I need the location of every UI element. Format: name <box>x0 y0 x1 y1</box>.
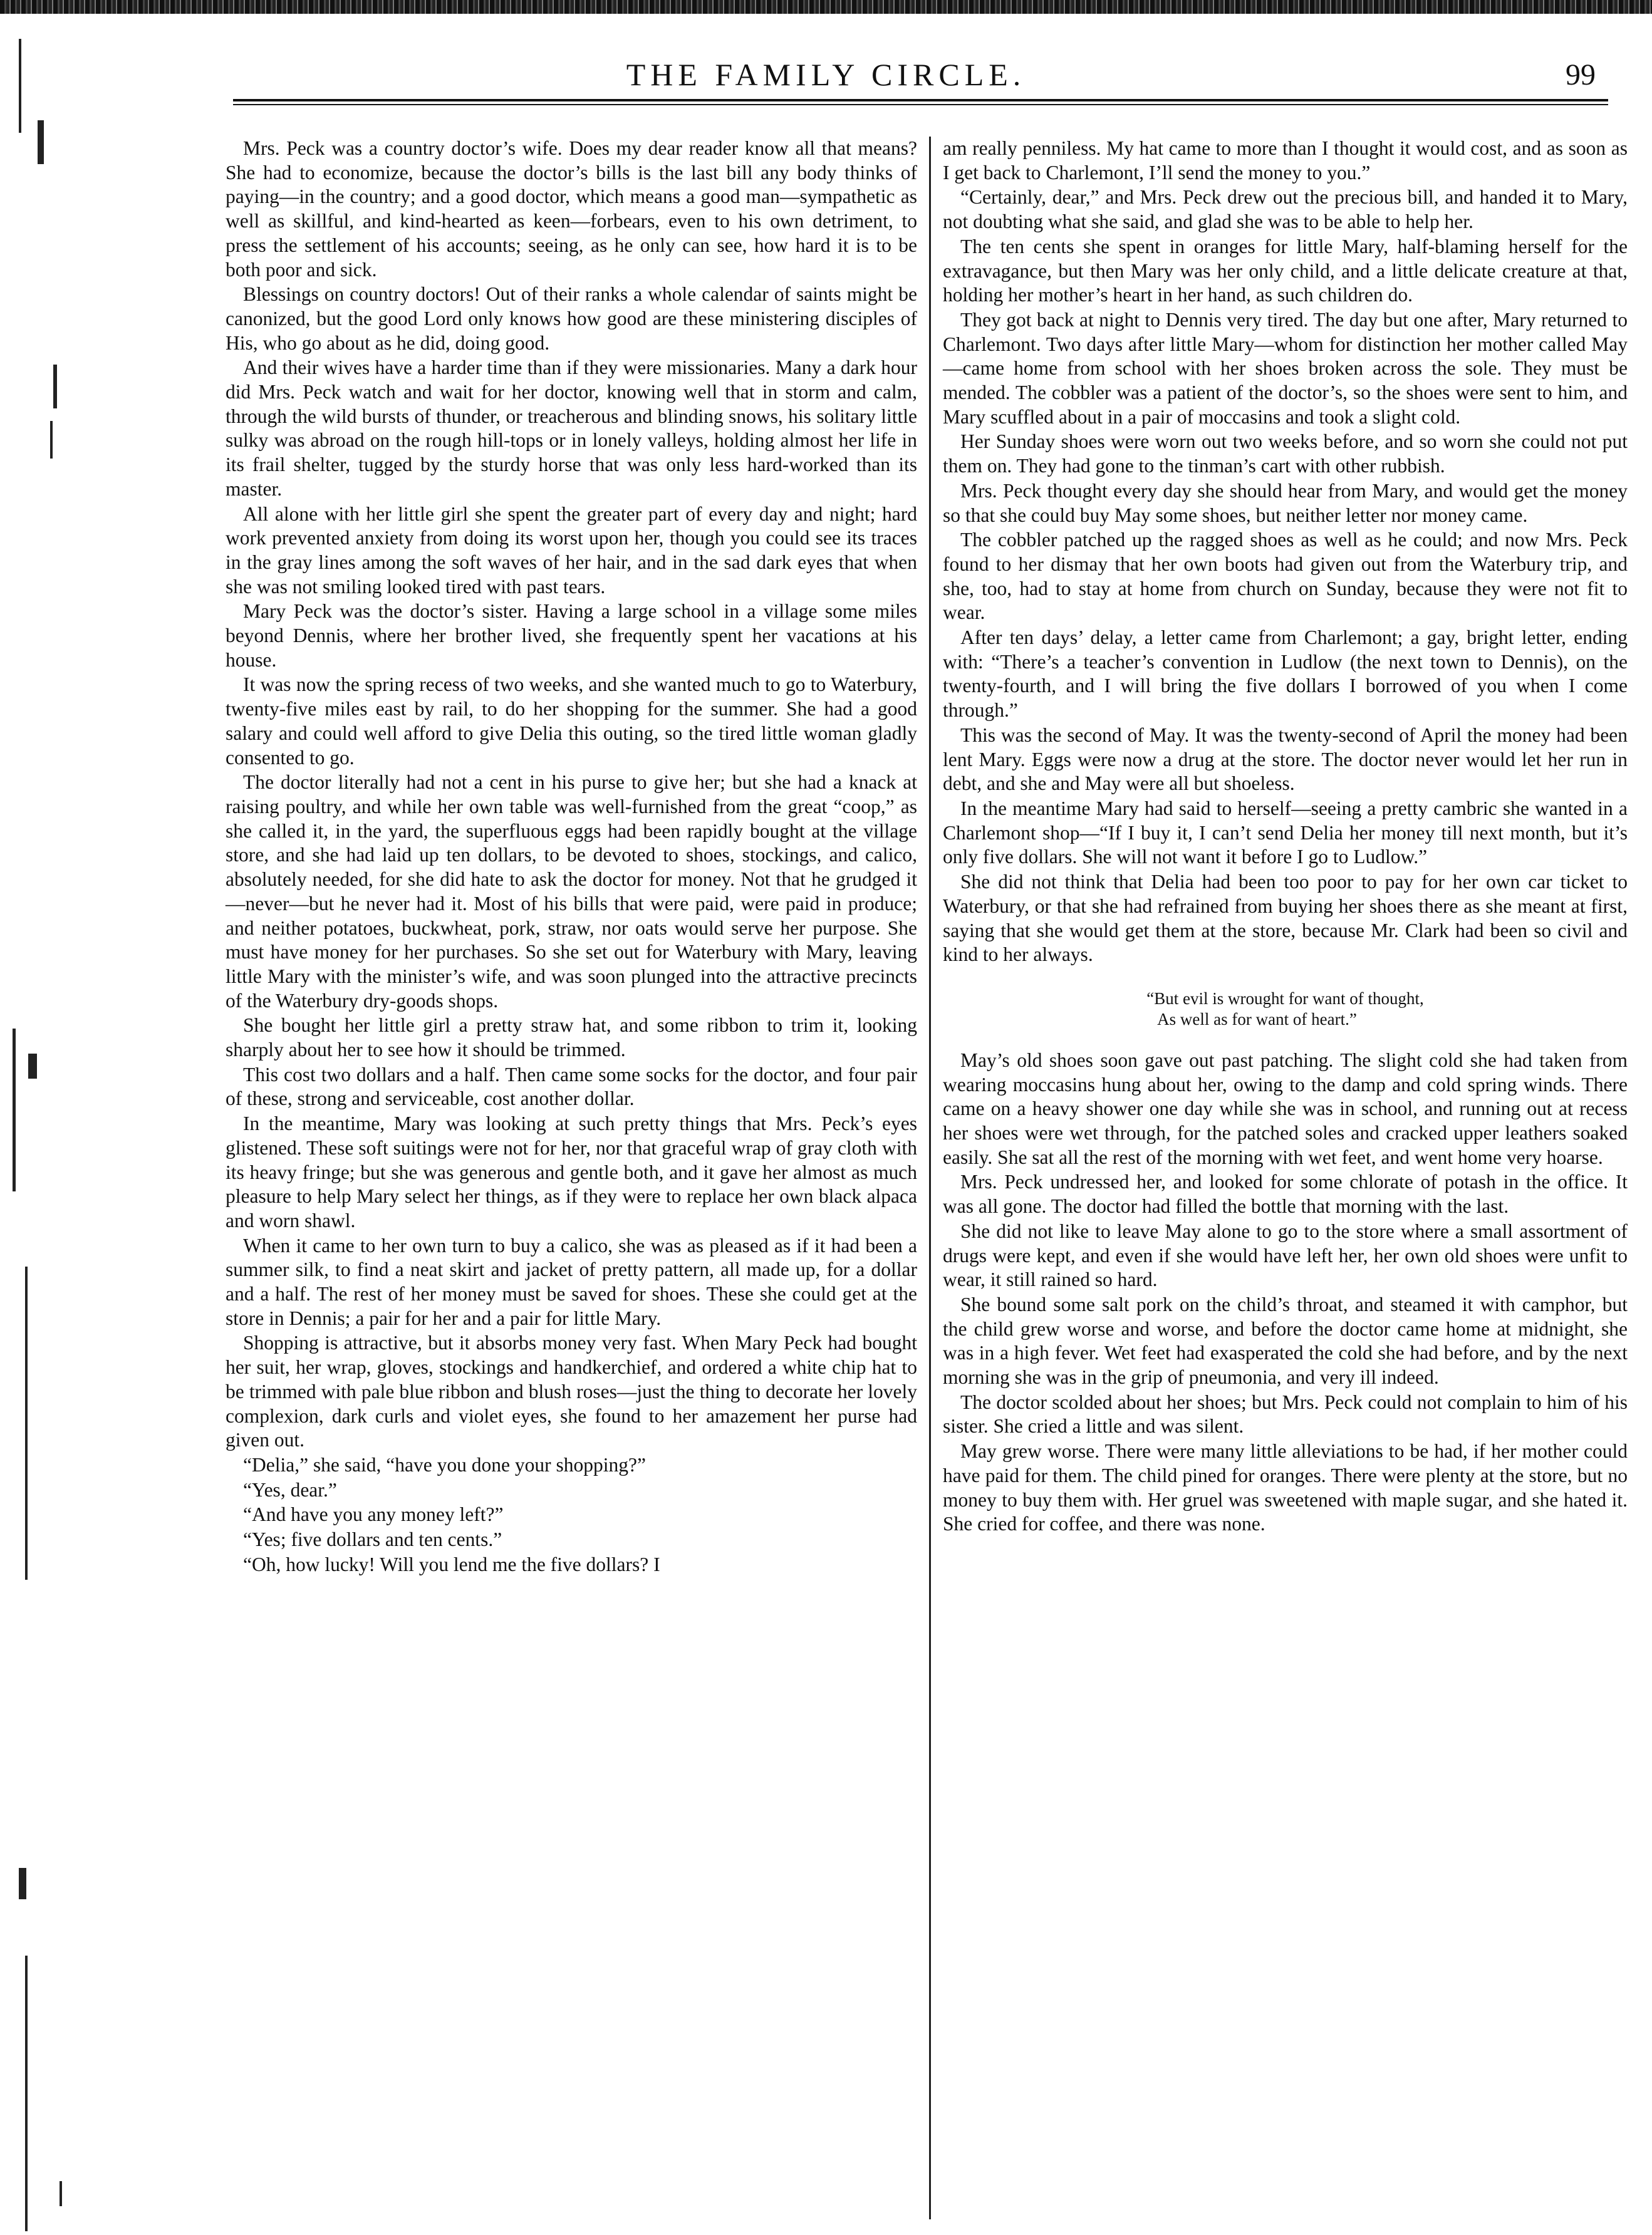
dialogue-line: “Oh, how lucky! Will you lend me the five dollars? I <box>243 1553 660 1575</box>
epigraph-line: “But evil is wrought for want of thought, <box>1146 988 1424 1008</box>
paragraph: Mrs. Peck undressed her, and looked for some chlorate of potash in the office. It was all gone. The doctor had filled the bottle that morning with the last. <box>943 1171 1628 1218</box>
dialogue-line: “Delia,” she said, “have you done your shopping?” <box>243 1453 646 1476</box>
paragraph: This was the second of May. It was the twenty-second of April the money had been lent Mary. Eggs were now a drug at the store. The doctor never would let her run in debt, and she and May were all but shoeless. <box>943 723 1628 795</box>
paragraph: May’s old shoes soon gave out past patching. The slight cold she had taken from wearing moccasins hung about her, owing to the damp and cold spring winds. There came on a heavy shower one day while she was in school, and running out at recess her shoes were wet through, for the patched soles and cracked upper leathers soaked easily. She sat all the rest of the morning with wet feet, and went home very hoarse. <box>943 1049 1628 1168</box>
paragraph: It was now the spring recess of two weeks, and she wanted much to go to Waterbury, twenty-five miles east by rail, to do her shopping for the summer. She had a good salary and could well afford to give Delia this outing, so the tired little woman gladly consented to go. <box>226 673 917 769</box>
paragraph: They got back at night to Dennis very tired. The day but one after, Mary returned to Charlemont. Two days after little Mary—whom for distinction her mother called May—came home from school with her shoes broken across the sole. They must be mended. The cobbler was a patient of the doctor’s, so the shoes were sent to him, and Mary scuffled about in a pair of moccasins and took a slight cold. <box>943 308 1628 428</box>
paragraph: The ten cents she spent in oranges for little Mary, half-blaming herself for the extravagance, but then Mary was her only child, and a little delicate creature at that, holding her mother’s heart in her hand, as such children do. <box>943 235 1628 306</box>
paragraph: She bound some salt pork on the child’s throat, and steamed it with camphor, but the child grew worse and worse, and before the doctor came home at midnight, she was in a high fever. Wet feet had exasperated the cold she had before, and by the next morning she was in the grip of pneumonia, and very ill indeed. <box>943 1293 1628 1389</box>
dialogue-line: “And have you any money left?” <box>243 1503 504 1526</box>
paragraph: Mrs. Peck was a country doctor’s wife. Does my dear reader know all that means? She had to economize, because the doctor’s bills is the last bill any body thinks of paying—in the country; and a good doctor, which means a good man—sympathetic as well as skillful, and kind-hearted as keen—forbears, even to his own detriment, to press the settlement of his accounts; seeing, as he only can see, how hard it is to be both poor and sick. <box>226 137 917 281</box>
paragraph: The doctor literally had not a cent in his purse to give her; but she had a knack at raising poultry, and while her own table was well-furnished from the great “coop,” as she called it, in the yard, the superfluous eggs had been rapidly bought at the village store, and she had laid up ten dollars, to be devoted to shoes, stockings, and calico, absolutely needed, for she did hate to ask the doctor for money. Not that he grudged it—never—but he never had it. Most of his bills that were paid, were paid in produce; and neither potatoes, buckwheat, pork, straw, nor oats would serve her purpose. She must have money for her purchases. So she set out for Waterbury with Mary, leaving little Mary with the minister’s wife, and was soon plunged into the attractive precincts of the Waterbury dry-goods shops. <box>226 771 917 1012</box>
paragraph: The doctor scolded about her shoes; but Mrs. Peck could not complain to him of his sister. She cried a little and was silent. <box>943 1391 1628 1438</box>
epigraph-line: As well as for want of heart.” <box>1157 1009 1357 1029</box>
paragraph: And their wives have a harder time than if they were missionaries. Many a dark hour did Mrs. Peck watch and wait for her doctor, knowing well that in storm and calm, through the wild bursts of thunder, or treacherous and blinding snows, his solitary little sulky was abroad on the rough hill-tops or in lonely valleys, holding almost her life in its frail shelter, tugged by the sturdy horse that was only less hard-worked than its master. <box>226 356 917 500</box>
paragraph: She did not like to leave May alone to go to the store where a small assortment of drugs were kept, and even if she would have left her, her own old shoes were unfit to wear, it still rained so hard. <box>943 1220 1628 1291</box>
scan-top-edge <box>0 0 1652 14</box>
header-rule-thin <box>233 104 1608 105</box>
paragraph: She bought her little girl a pretty straw hat, and some ribbon to trim it, looking sharply about her to see how it should be trimmed. <box>226 1014 917 1061</box>
right-column <box>943 137 1628 1537</box>
paragraph: Mary Peck was the doctor’s sister. Having a large school in a village some miles beyond Dennis, where her brother lived, she frequently spent her vacations at his house. <box>226 600 917 671</box>
epigraph-quote <box>943 988 1628 1030</box>
paragraph: When it came to her own turn to buy a calico, she was as pleased as if it had been a summer silk, to find a neat skirt and jacket of pretty pattern, all made up, for a dollar and a half. The rest of her money must be saved for shoes. These she could get at the store in Dennis; a pair for her and a pair for little Mary. <box>226 1234 917 1329</box>
paragraph: All alone with her little girl she spent the greater part of every day and night; hard work prevented anxiety from doing its worst upon her, though you could see its traces in the gray lines among the soft waves of her hair, and in the sad dark eyes that when she was not smiling looked tired with past tears. <box>226 502 917 598</box>
paragraph: “Certainly, dear,” and Mrs. Peck drew out the precious bill, and handed it to Mary, not doubting what she said, and glad she was to be able to help her. <box>943 186 1628 233</box>
paragraph-continued: am really penniless. My hat came to more than I thought it would cost, and as soon as I get back to Charlemont, I’ll send the money to you.” <box>943 137 1628 184</box>
paragraph: Blessings on country doctors! Out of their ranks a whole calendar of saints might be canonized, but the good Lord only knows how good are these ministering disciples of His, who go about as he did, doing good. <box>226 283 917 354</box>
dialogue-line: “Yes; five dollars and ten cents.” <box>243 1528 502 1551</box>
scan-left-margin <box>0 14 69 2235</box>
running-header-title: THE FAMILY CIRCLE. <box>626 57 1026 92</box>
left-column <box>226 137 917 1577</box>
header-rule <box>233 99 1608 101</box>
paragraph: This cost two dollars and a half. Then came some socks for the doctor, and four pair of these, strong and serviceable, cost another dollar. <box>226 1063 917 1110</box>
column-divider <box>929 137 931 2219</box>
paragraph: In the meantime, Mary was looking at such pretty things that Mrs. Peck’s eyes glistened. These soft suitings were not for her, nor that graceful wrap of gray cloth with its heavy fringe; but she was generous and gentle both, and it gave her almost as much pleasure to help Mary select her things, as if they were to replace her own black alpaca and worn shawl. <box>226 1112 917 1232</box>
paragraph: After ten days’ delay, a letter came from Charlemont; a gay, bright letter, ending with: “There’s a teacher’s convention in Ludlow (the next town to Dennis), on the twenty-fourth, and I will bring the five dollars I borrowed of you when I come through.” <box>943 626 1628 722</box>
dialogue-line: “Yes, dear.” <box>243 1478 337 1501</box>
paragraph: She did not think that Delia had been too poor to pay for her own car ticket to Waterbury, or that she had refrained from buying her shoes there as she meant at first, saying that she would get them at the store, because Mr. Clark had been so civil and kind to her always. <box>943 871 1628 966</box>
paragraph: Shopping is attractive, but it absorbs money very fast. When Mary Peck had bought her suit, her wrap, gloves, stockings and handkerchief, and ordered a white chip hat to be trimmed with pale blue ribbon and blush roses—just the thing to decorate her lovely complexion, dark curls and violet eyes, she found to her amazement her purse had given out. <box>226 1332 917 1451</box>
page-number: 99 <box>1566 58 1596 91</box>
paragraph: The cobbler patched up the ragged shoes as well as he could; and now Mrs. Peck found to her dismay that her own boots had given out from the Waterbury trip, and she, too, had to stay at home from church on Sunday, because they were not fit to wear. <box>943 529 1628 624</box>
paragraph: Mrs. Peck thought every day she should hear from Mary, and would get the money so that she could buy May some shoes, but neither letter nor money came. <box>943 479 1628 526</box>
paragraph: In the meantime Mary had said to herself—seeing a pretty cambric she wanted in a Charlemont shop—“If I buy it, I can’t send Delia her money till next month, but it’s only five dollars. She will not want it before I go to Ludlow.” <box>943 797 1628 868</box>
paragraph: Her Sunday shoes were worn out two weeks before, and so worn she could not put them on. They had gone to the tinman’s cart with other rubbish. <box>943 430 1628 477</box>
paragraph: May grew worse. There were many little alleviations to be had, if her mother could have paid for them. The child pined for oranges. There were plenty at the store, but no money to buy them with. Her gruel was sweetened with maple sugar, and she hated it. She cried for coffee, and there was none. <box>943 1440 1628 1535</box>
